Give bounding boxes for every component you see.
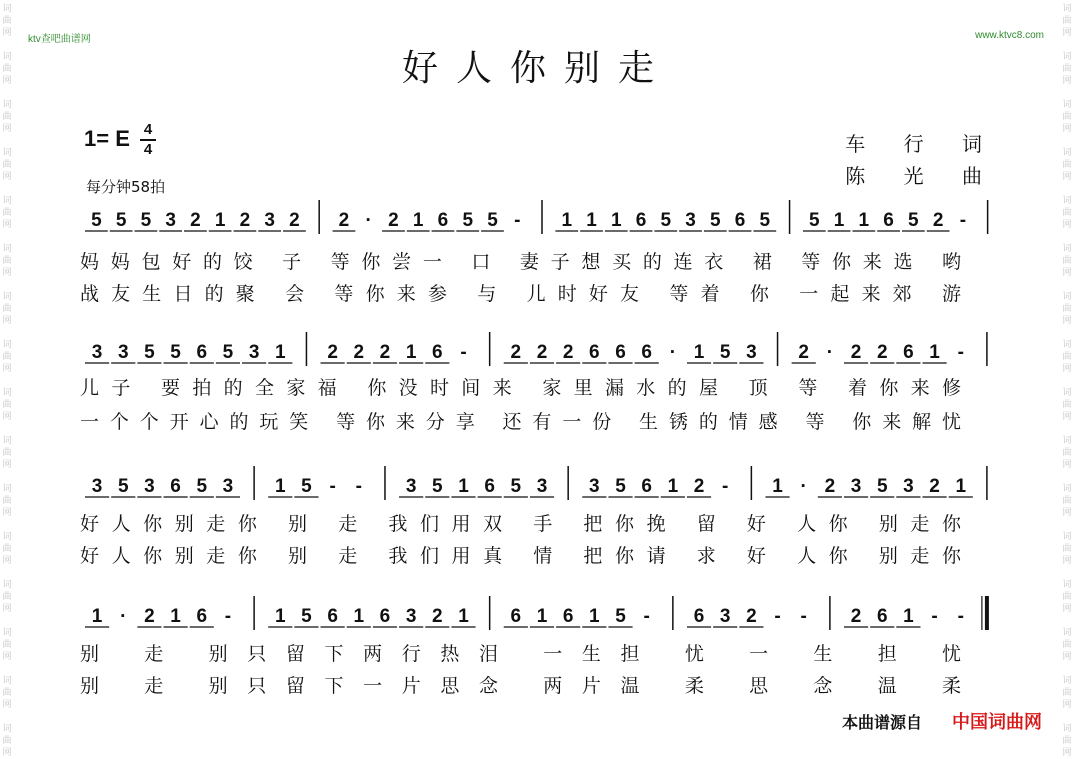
score-note: ·: [365, 210, 372, 231]
edge-watermark-char: 网: [2, 460, 12, 470]
edge-watermark-char: 曲: [1062, 400, 1072, 410]
score-note: 2: [798, 342, 810, 363]
edge-watermark-char: 词: [2, 628, 12, 638]
edge-watermark-char: 词: [2, 100, 12, 110]
score-note: 1: [405, 342, 417, 363]
edge-watermark-char: 网: [1062, 460, 1072, 470]
edge-watermark-char: 网: [2, 268, 12, 278]
edge-watermark-char: 网: [1062, 172, 1072, 182]
score-note: 5: [170, 342, 181, 363]
score-note: -: [329, 476, 336, 497]
score-note: 1: [561, 210, 573, 231]
score-note: 5: [710, 210, 721, 231]
edge-watermark-char: 曲: [1062, 544, 1072, 554]
score-note: 2: [510, 342, 522, 363]
edge-watermark-char: 网: [1062, 124, 1072, 134]
time-unit: 4: [143, 141, 153, 158]
score-note: 6: [327, 606, 338, 627]
score-note: 3: [719, 606, 731, 627]
score-note: ·: [800, 476, 807, 497]
score-note: 2: [388, 210, 399, 231]
score-note: 3: [685, 210, 696, 231]
score-note: 2: [144, 606, 155, 627]
lyric-line: 战友生日的聚 会 等你来参 与 儿时好友 等着 你 一起来郊 游: [80, 283, 967, 305]
score-note: 6: [615, 342, 626, 363]
score-note: 5: [809, 210, 820, 231]
edge-watermark-char: 词: [2, 244, 12, 254]
edge-watermark-char: 曲: [2, 64, 12, 74]
lyric-line: 妈妈包好的饺 子 等你尝一 口 妻子想买的连衣 裙 等你来选 哟: [80, 251, 966, 273]
edge-watermark-char: 曲: [1062, 160, 1072, 170]
score-note: 2: [824, 476, 836, 497]
score-note: -: [959, 210, 967, 231]
score-note: 1: [929, 342, 940, 363]
score-note: 5: [510, 476, 522, 497]
edge-watermark-char: 曲: [1062, 208, 1072, 218]
score-note: 2: [876, 342, 888, 363]
edge-watermark-char: 词: [1062, 340, 1072, 350]
score-note: 1: [458, 606, 469, 627]
score-note: 6: [693, 606, 705, 627]
score-note: ·: [669, 342, 677, 363]
score-note: 5: [144, 342, 155, 363]
score-note: -: [957, 606, 964, 627]
edge-watermark-char: 网: [2, 412, 12, 422]
score-note: 3: [222, 476, 234, 497]
score-note: 6: [379, 606, 391, 627]
score-note: 1: [858, 210, 870, 231]
score-note: 2: [190, 210, 201, 231]
edge-watermark-char: 网: [2, 172, 12, 182]
edge-watermark-char: 曲: [2, 160, 12, 170]
score-note: -: [931, 606, 938, 627]
score-note: 2: [693, 476, 705, 497]
score-note: 5: [91, 210, 102, 231]
edge-watermark-char: 词: [1062, 580, 1072, 590]
score-note: 1: [274, 476, 286, 497]
edge-watermark-char: 词: [2, 580, 12, 590]
score-note: 3: [850, 476, 862, 497]
edge-watermark-char: 词: [1062, 724, 1072, 734]
edge-watermark-char: 词: [2, 4, 12, 14]
song-title: 好人你别走: [401, 48, 672, 89]
edge-watermark-char: 词: [2, 340, 12, 350]
score-note: 1: [458, 476, 469, 497]
edge-watermark-char: 曲: [1062, 496, 1072, 506]
edge-watermark-char: 网: [1062, 76, 1072, 86]
score-note: 3: [405, 606, 417, 627]
score-note: 5: [487, 210, 498, 231]
score-note: 1: [170, 606, 181, 627]
score-note: 1: [353, 606, 365, 627]
score-note: 5: [759, 210, 771, 231]
score-note: 3: [91, 342, 103, 363]
score-note: 5: [615, 476, 626, 497]
edge-watermark-char: 曲: [1062, 256, 1072, 266]
score-note: 5: [196, 476, 208, 497]
score-note: 6: [432, 342, 443, 363]
edge-watermark-char: 词: [1062, 436, 1072, 446]
score-note: 6: [903, 342, 914, 363]
score-note: 1: [772, 476, 783, 497]
score-note: 6: [641, 342, 652, 363]
edge-watermark-char: 曲: [1062, 448, 1072, 458]
edge-watermark-char: 词: [1062, 4, 1072, 14]
score-note: 6: [734, 210, 746, 231]
score-note: 2: [562, 342, 574, 363]
edge-watermark-char: 曲: [1062, 304, 1072, 314]
score-note: 3: [589, 476, 600, 497]
edge-watermark-char: 曲: [2, 736, 12, 746]
score-note: 6: [635, 210, 647, 231]
lyric-line: 好人你别走你 别 走 我们用真 情 把你请 求 好 人你 别走你: [80, 545, 967, 567]
score-note: 1: [955, 476, 967, 497]
lyricist-credit: 车 行 词: [845, 132, 998, 156]
score-note: 3: [264, 210, 275, 231]
time-beats: 4: [143, 121, 153, 138]
edge-watermark-char: 词: [1062, 148, 1072, 158]
edge-watermark-char: 曲: [2, 304, 12, 314]
score-note: 6: [484, 476, 495, 497]
edge-watermark-char: 曲: [2, 352, 12, 362]
score-note: 2: [850, 606, 862, 627]
edge-watermark-char: 词: [1062, 244, 1072, 254]
score-note: 2: [929, 476, 940, 497]
score-note: 1: [903, 606, 914, 627]
edge-watermark-char: 词: [2, 196, 12, 206]
edge-watermark-char: 网: [2, 556, 12, 566]
score-note: 6: [510, 606, 522, 627]
score-note: 5: [115, 210, 127, 231]
watermark-site-left: ktv查吧曲谱网: [28, 34, 91, 45]
score-note: 3: [91, 476, 103, 497]
score-note: 2: [327, 342, 338, 363]
edge-watermark-char: 曲: [1062, 688, 1072, 698]
score-note: 6: [589, 342, 600, 363]
lyric-line: 好人你别走你 别 走 我们用双 手 把你挽 留 好 人你 别走你: [80, 513, 967, 535]
edge-watermark-char: 网: [1062, 604, 1072, 614]
score-note: -: [774, 606, 781, 627]
edge-watermark-char: 词: [1062, 628, 1072, 638]
score-note: 5: [876, 476, 888, 497]
edge-watermark-char: 曲: [2, 400, 12, 410]
edge-watermark-char: 网: [2, 700, 12, 710]
score-note: 3: [165, 210, 176, 231]
edge-watermark-char: 曲: [2, 256, 12, 266]
score-note: 2: [432, 606, 443, 627]
edge-watermark-char: 词: [1062, 388, 1072, 398]
edge-watermark-char: 网: [1062, 556, 1072, 566]
score-note: 2: [536, 342, 548, 363]
score-note: 1: [589, 606, 600, 627]
edge-watermark-char: 网: [1062, 748, 1072, 758]
score-note: 3: [746, 342, 757, 363]
lyric-line: 别 走 别只留下两行热泪 一生担 忧 一 生 担 忧: [80, 643, 966, 665]
score-note: 5: [301, 476, 312, 497]
edge-watermark-char: 网: [1062, 700, 1072, 710]
edge-watermark-char: 网: [1062, 28, 1072, 38]
score-note: 5: [719, 342, 731, 363]
edge-watermark-char: 网: [2, 604, 12, 614]
edge-watermark-char: 曲: [1062, 352, 1072, 362]
score-note: 1: [586, 210, 597, 231]
edge-watermark-char: 网: [2, 220, 12, 230]
source-name: 中国词曲网: [952, 712, 1042, 733]
score-note: 2: [239, 210, 251, 231]
edge-watermark-char: 曲: [2, 592, 12, 602]
score-note: 5: [908, 210, 919, 231]
lyric-line: 别 走 别只留下一片思念 两片温 柔 思 念 温 柔: [80, 675, 966, 697]
edge-watermark-char: 曲: [2, 544, 12, 554]
score-note: 5: [222, 342, 234, 363]
score-note: 1: [833, 210, 845, 231]
score-note: 2: [353, 342, 365, 363]
edge-watermark-char: 曲: [1062, 736, 1072, 746]
score-note: 1: [274, 342, 286, 363]
edge-watermark-char: 词: [2, 292, 12, 302]
score-note: ·: [120, 606, 127, 627]
score-note: -: [800, 606, 807, 627]
score-note: 5: [140, 210, 152, 231]
edge-watermark-char: 曲: [2, 208, 12, 218]
edge-watermark-char: 词: [2, 388, 12, 398]
edge-watermark-char: 网: [1062, 268, 1072, 278]
score-note: 6: [196, 342, 208, 363]
score-note: 1: [536, 606, 548, 627]
score-note: 5: [117, 476, 129, 497]
lyric-line: 一个个开心的玩笑 等你来分享 还有一份 生锈的情感 等 你来解忧: [80, 411, 966, 433]
score-note: -: [643, 606, 650, 627]
edge-watermark-char: 曲: [1062, 112, 1072, 122]
score-note: 3: [248, 342, 260, 363]
score-note: 2: [932, 210, 944, 231]
score-note: 3: [144, 476, 155, 497]
edge-watermark-char: 曲: [2, 688, 12, 698]
edge-watermark-char: 网: [2, 316, 12, 326]
watermark-site-right: www.ktvc8.com: [975, 30, 1044, 41]
score-note: 5: [301, 606, 312, 627]
score-note: 2: [379, 342, 391, 363]
edge-watermark-char: 词: [1062, 532, 1072, 542]
score-note: -: [224, 606, 232, 627]
score-note: 1: [667, 476, 679, 497]
edge-watermark-char: 网: [2, 124, 12, 134]
edge-watermark-char: 网: [1062, 220, 1072, 230]
edge-watermark-char: 词: [2, 724, 12, 734]
edge-watermark-char: 词: [2, 532, 12, 542]
edge-watermark-char: 曲: [2, 112, 12, 122]
score-note: -: [355, 476, 362, 497]
edge-watermark-char: 词: [2, 148, 12, 158]
score-note: 1: [274, 606, 286, 627]
edge-watermark-char: 曲: [1062, 640, 1072, 650]
edge-watermark-char: 曲: [1062, 592, 1072, 602]
edge-watermark-char: 网: [1062, 412, 1072, 422]
score-note: 6: [876, 606, 888, 627]
edge-watermark-char: 词: [1062, 52, 1072, 62]
score-note: 3: [405, 476, 417, 497]
source-label: 本曲谱源自: [842, 713, 923, 732]
score-note: -: [957, 342, 964, 363]
score-note: 5: [432, 476, 443, 497]
score-note: -: [514, 210, 521, 231]
edge-watermark-char: 曲: [2, 640, 12, 650]
score-note: 5: [462, 210, 474, 231]
edge-watermark-char: 网: [1062, 316, 1072, 326]
composer-credit: 陈 光 曲: [845, 164, 998, 188]
edge-watermark-char: 网: [1062, 652, 1072, 662]
edge-watermark-char: 曲: [1062, 64, 1072, 74]
edge-watermark-char: 网: [2, 508, 12, 518]
score-note: 3: [903, 476, 914, 497]
edge-watermark-char: 词: [2, 436, 12, 446]
edge-watermark-char: 词: [1062, 676, 1072, 686]
score-note: 1: [610, 210, 622, 231]
edge-watermark-char: 词: [2, 52, 12, 62]
score-note: 6: [196, 606, 208, 627]
edge-watermark-char: 网: [1062, 364, 1072, 374]
score-note: 5: [660, 210, 672, 231]
score-note: 3: [536, 476, 548, 497]
score-note: 1: [214, 210, 226, 231]
score-note: 2: [289, 210, 300, 231]
score-note: 3: [117, 342, 129, 363]
score-note: -: [722, 476, 729, 497]
edge-watermark-char: 词: [2, 676, 12, 686]
edge-watermark-char: 词: [2, 484, 12, 494]
score-note: 6: [641, 476, 652, 497]
edge-watermark-char: 词: [1062, 100, 1072, 110]
score-note: -: [460, 342, 467, 363]
score-note: 2: [746, 606, 757, 627]
edge-watermark-char: 词: [1062, 292, 1072, 302]
key-label: 1= E: [84, 126, 130, 151]
tempo-marking: 每分钟58拍: [86, 178, 166, 196]
score-note: 6: [170, 476, 181, 497]
score-note: 6: [437, 210, 449, 231]
score-note: 6: [562, 606, 574, 627]
edge-watermark-char: 网: [2, 28, 12, 38]
edge-watermark-char: 曲: [2, 496, 12, 506]
edge-watermark-char: 曲: [2, 448, 12, 458]
score-note: ·: [826, 342, 834, 363]
edge-watermark-char: 网: [2, 748, 12, 758]
score-note: 6: [883, 210, 894, 231]
score-note: 5: [615, 606, 626, 627]
edge-watermark-char: 曲: [2, 16, 12, 26]
edge-watermark-char: 词: [1062, 196, 1072, 206]
lyric-line: 儿子 要拍的全家福 你没时间来 家里漏水的屋 顶 等 着你来修: [80, 377, 967, 399]
edge-watermark-char: 网: [1062, 508, 1072, 518]
edge-watermark-char: 词: [1062, 484, 1072, 494]
edge-watermark-char: 网: [2, 76, 12, 86]
score-note: 2: [850, 342, 862, 363]
score-note: 1: [412, 210, 424, 231]
score-note: 1: [91, 606, 103, 627]
score-note: 1: [693, 342, 705, 363]
edge-watermark-char: 网: [2, 652, 12, 662]
edge-watermark-char: 网: [2, 364, 12, 374]
score-note: 2: [338, 210, 350, 231]
edge-watermark-char: 曲: [1062, 16, 1072, 26]
